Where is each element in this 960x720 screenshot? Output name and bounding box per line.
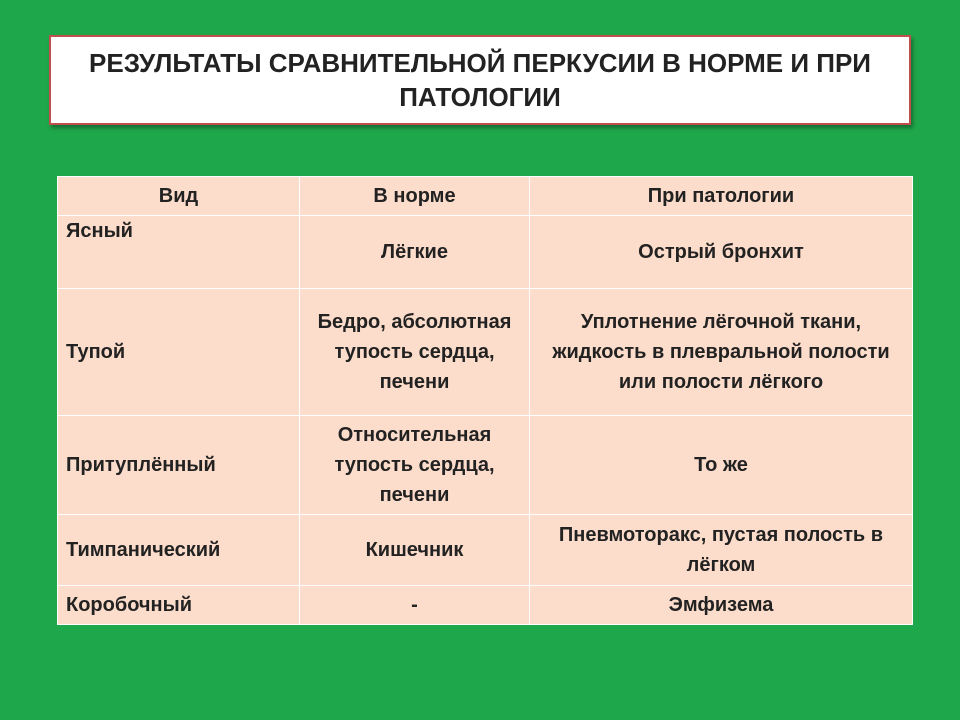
cell-norm: Кишечник bbox=[300, 515, 530, 586]
percussion-table bbox=[57, 176, 913, 625]
table-row bbox=[58, 416, 913, 515]
cell-kind: Ясный bbox=[58, 216, 300, 289]
title-box bbox=[49, 35, 911, 125]
cell-norm: - bbox=[300, 586, 530, 625]
cell-norm: Лёгкие bbox=[300, 216, 530, 289]
header-norm: В норме bbox=[300, 177, 530, 216]
cell-kind: Притуплённый bbox=[58, 416, 300, 515]
cell-pathology: Пневмоторакс, пустая полость в лёгком bbox=[530, 515, 913, 586]
slide-title: РЕЗУЛЬТАТЫ СРАВНИТЕЛЬНОЙ ПЕРКУСИИ В НОРМЕ И ПРИ ПАТОЛОГИИ bbox=[89, 48, 871, 112]
cell-norm: Относительная тупость сердца, печени bbox=[300, 416, 530, 515]
cell-pathology: Эмфизема bbox=[530, 586, 913, 625]
cell-kind: Тупой bbox=[58, 289, 300, 416]
cell-pathology: То же bbox=[530, 416, 913, 515]
table-header-row bbox=[58, 177, 913, 216]
table-row bbox=[58, 586, 913, 625]
cell-kind: Коробочный bbox=[58, 586, 300, 625]
table-row bbox=[58, 515, 913, 586]
cell-norm: Бедро, абсолютная тупость сердца, печени bbox=[300, 289, 530, 416]
cell-kind: Тимпанический bbox=[58, 515, 300, 586]
table-row bbox=[58, 216, 913, 289]
header-pathology: При патологии bbox=[530, 177, 913, 216]
cell-pathology: Острый бронхит bbox=[530, 216, 913, 289]
header-kind: Вид bbox=[58, 177, 300, 216]
cell-pathology: Уплотнение лёгочной ткани, жидкость в плевральной полости или полости лёгкого bbox=[530, 289, 913, 416]
table-row bbox=[58, 289, 913, 416]
